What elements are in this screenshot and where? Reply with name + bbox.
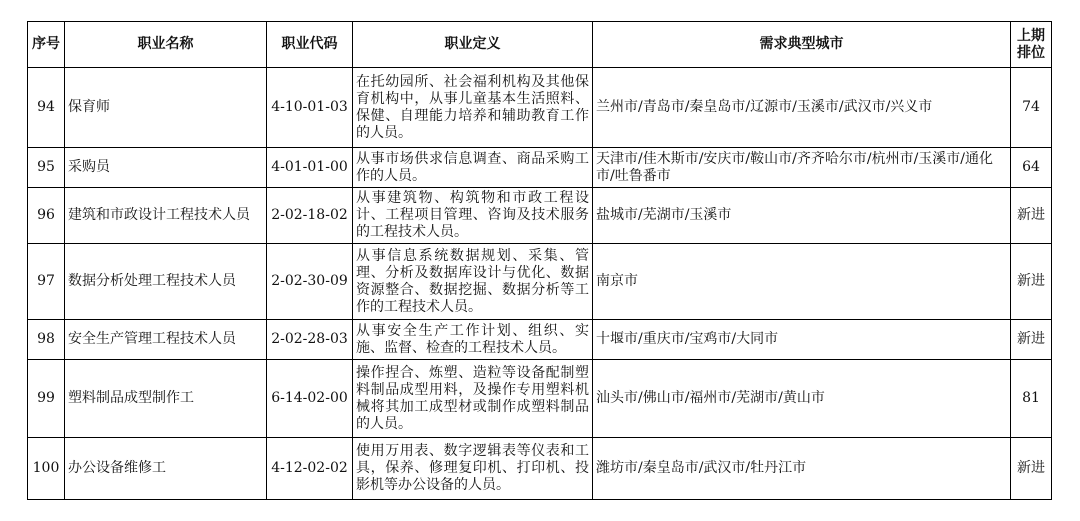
cell-rank: 新进 bbox=[1011, 438, 1052, 500]
cell-no: 99 bbox=[28, 360, 65, 438]
cell-name: 安全生产管理工程技术人员 bbox=[65, 320, 267, 360]
cell-cities: 汕头市/佛山市/福州市/芜湖市/黄山市 bbox=[593, 360, 1011, 438]
cell-rank: 64 bbox=[1011, 148, 1052, 188]
cell-rank: 新进 bbox=[1011, 188, 1052, 244]
cell-name: 塑料制品成型制作工 bbox=[65, 360, 267, 438]
header-definition: 职业定义 bbox=[353, 22, 593, 68]
cell-rank: 81 bbox=[1011, 360, 1052, 438]
cell-definition: 从事市场供求信息调查、商品采购工作的人员。 bbox=[353, 148, 593, 188]
cell-name: 保育师 bbox=[65, 68, 267, 148]
cell-rank: 新进 bbox=[1011, 244, 1052, 320]
cell-cities: 兰州市/青岛市/秦皇岛市/辽源市/玉溪市/武汉市/兴义市 bbox=[593, 68, 1011, 148]
cell-cities: 南京市 bbox=[593, 244, 1011, 320]
cell-rank: 新进 bbox=[1011, 320, 1052, 360]
table-row bbox=[28, 244, 1052, 320]
cell-no: 98 bbox=[28, 320, 65, 360]
cell-code: 2-02-28-03 bbox=[267, 320, 353, 360]
header-rank-line2: 排位 bbox=[1017, 44, 1045, 61]
cell-code: 2-02-30-09 bbox=[267, 244, 353, 320]
table-row bbox=[28, 360, 1052, 438]
cell-cities: 盐城市/芜湖市/玉溪市 bbox=[593, 188, 1011, 244]
table-row bbox=[28, 438, 1052, 500]
table-row bbox=[28, 320, 1052, 360]
cell-code: 4-12-02-02 bbox=[267, 438, 353, 500]
header-code: 职业代码 bbox=[267, 22, 353, 68]
cell-no: 100 bbox=[28, 438, 65, 500]
header-rank-line1: 上期 bbox=[1017, 27, 1045, 44]
header-rank bbox=[1011, 22, 1052, 68]
cell-definition: 操作捏合、炼塑、造粒等设备配制塑料制品成型用料，及操作专用塑料机械将其加工成型材或制作成塑料制品的人员。 bbox=[353, 360, 593, 438]
cell-definition: 在托幼园所、社会福利机构及其他保育机构中，从事儿童基本生活照料、保健、自理能力培养和辅助教育工作的人员。 bbox=[353, 68, 593, 148]
cell-name: 采购员 bbox=[65, 148, 267, 188]
occupation-table bbox=[27, 21, 1052, 500]
cell-cities: 潍坊市/秦皇岛市/武汉市/牡丹江市 bbox=[593, 438, 1011, 500]
cell-definition: 从事安全生产工作计划、组织、实施、监督、检查的工程技术人员。 bbox=[353, 320, 593, 360]
cell-code: 4-01-01-00 bbox=[267, 148, 353, 188]
cell-definition: 从事建筑物、构筑物和市政工程设计、工程项目管理、咨询及技术服务的工程技术人员。 bbox=[353, 188, 593, 244]
cell-definition: 使用万用表、数字逻辑表等仪表和工具，保养、修理复印机、打印机、投影机等办公设备的人员。 bbox=[353, 438, 593, 500]
table-row bbox=[28, 148, 1052, 188]
cell-code: 2-02-18-02 bbox=[267, 188, 353, 244]
cell-no: 96 bbox=[28, 188, 65, 244]
table-row bbox=[28, 188, 1052, 244]
header-no: 序号 bbox=[28, 22, 65, 68]
cell-code: 6-14-02-00 bbox=[267, 360, 353, 438]
cell-no: 94 bbox=[28, 68, 65, 148]
cell-rank: 74 bbox=[1011, 68, 1052, 148]
cell-name: 办公设备维修工 bbox=[65, 438, 267, 500]
cell-no: 97 bbox=[28, 244, 65, 320]
header-cities: 需求典型城市 bbox=[593, 22, 1011, 68]
header-name: 职业名称 bbox=[65, 22, 267, 68]
cell-name: 数据分析处理工程技术人员 bbox=[65, 244, 267, 320]
cell-cities: 天津市/佳木斯市/安庆市/鞍山市/齐齐哈尔市/杭州市/玉溪市/通化市/吐鲁番市 bbox=[593, 148, 1011, 188]
cell-cities: 十堰市/重庆市/宝鸡市/大同市 bbox=[593, 320, 1011, 360]
cell-name: 建筑和市政设计工程技术人员 bbox=[65, 188, 267, 244]
table-row bbox=[28, 68, 1052, 148]
table-header-row bbox=[28, 22, 1052, 68]
cell-no: 95 bbox=[28, 148, 65, 188]
cell-definition: 从事信息系统数据规划、采集、管理、分析及数据库设计与优化、数据资源整合、数据挖掘、数据分析等工作的工程技术人员。 bbox=[353, 244, 593, 320]
cell-code: 4-10-01-03 bbox=[267, 68, 353, 148]
